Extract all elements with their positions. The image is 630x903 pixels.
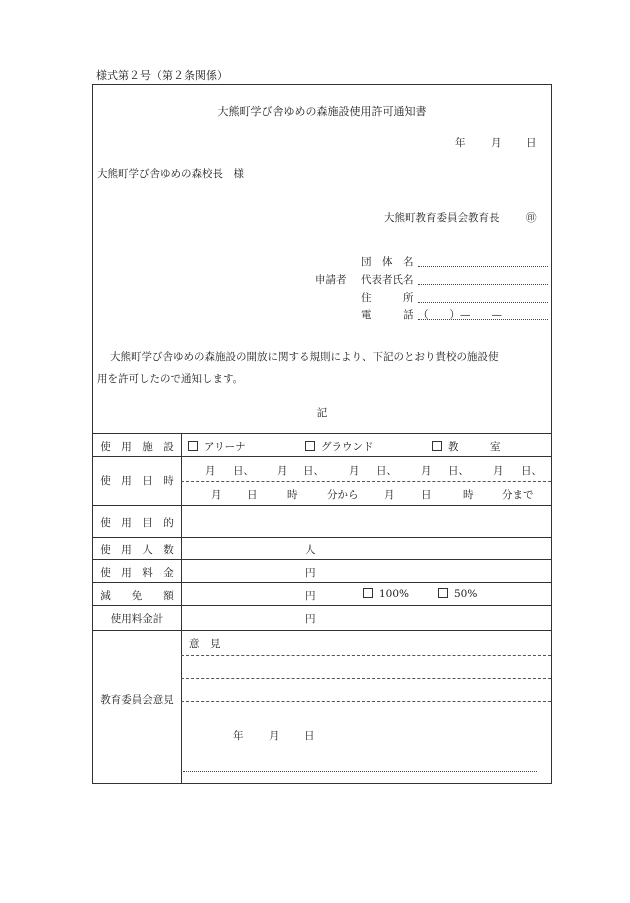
fee-unit: 円: [305, 567, 316, 579]
body-text-line1: 大熊町学び舎ゆめの森施設の開放に関する規則により、下記のとおり貴校の施設使: [110, 351, 499, 363]
datetime-label: 使 用 日 時: [100, 475, 174, 487]
phone-field[interactable]: [418, 319, 548, 320]
checkbox-icon[interactable]: [305, 441, 315, 451]
fee-label: 使 用 料 金: [100, 567, 174, 579]
facility-option-arena[interactable]: アリーナ: [188, 439, 246, 454]
checkbox-icon[interactable]: [432, 441, 442, 451]
document-title: 大熊町学び舎ゆめの森施設使用許可通知書: [217, 105, 427, 118]
opinion-date-year: 年: [233, 730, 244, 742]
date-day: 日: [526, 137, 537, 149]
opinion-label: 教育委員会意見: [100, 694, 174, 706]
purpose-label: 使 用 目 的: [100, 517, 174, 529]
discount-label: 減 免 額: [100, 590, 174, 602]
phone-label: 電 話: [361, 309, 414, 321]
org-name-field[interactable]: [418, 266, 548, 267]
facility-label: 使 用 施 設: [100, 441, 174, 453]
discount-option-100[interactable]: 100%: [363, 588, 409, 600]
address-field[interactable]: [418, 302, 548, 303]
ki-label: 記: [316, 407, 328, 419]
issuer-name: 大熊町教育委員会教育長: [384, 212, 500, 224]
signature-line[interactable]: [183, 771, 537, 772]
address-label: 住 所: [361, 292, 414, 304]
people-unit: 人: [305, 544, 316, 556]
opinion-date-month: 月: [269, 730, 280, 742]
notice-form: 大熊町学び舎ゆめの森施設使用許可通知書 年 月 日 大熊町学び舎ゆめの森校長 様 大熊町教育委員会教育長 ㊞ 申請者 団 体 名 代表者氏名 住 所 電 話 （ ）— — 大熊町学び舎ゆめの森施設の開放に関する規則により、下記のとおり貴校の施設使 用を許可したので通知します。 記 使 用 施 設 アリーナ グラウンド 教 室 使 用 日 時 月 日、 月 日、 月 日、 月 日、 月 日、 月 日 時 分から 月 日 時 分まで 使 用 目 的 使 用 人 数 人 使 用 料 金 円 減 免 額 円 100% 50% 使用料金計 円 教育委員会意見 意 見 年 月 日: [92, 84, 552, 784]
facility-option-ground[interactable]: グラウンド: [305, 439, 374, 454]
checkbox-icon[interactable]: [363, 588, 373, 598]
phone-format: （ ）— —: [418, 309, 502, 321]
representative-label: 代表者氏名: [361, 274, 414, 286]
total-unit: 円: [305, 613, 316, 625]
org-name-label: 団 体 名: [361, 256, 414, 268]
seal-mark: ㊞: [526, 212, 537, 224]
form-number-label: 様式第２号（第２条関係）: [96, 69, 228, 82]
checkbox-icon[interactable]: [188, 441, 198, 451]
representative-field[interactable]: [418, 284, 548, 285]
total-label: 使用料金計: [110, 613, 164, 625]
people-label: 使 用 人 数: [100, 544, 174, 556]
body-text-line2: 用を許可したので通知します。: [97, 373, 244, 385]
table-column-divider: [181, 433, 182, 783]
discount-option-50[interactable]: 50%: [438, 588, 477, 600]
opinion-heading: 意 見: [189, 638, 221, 650]
applicant-label: 申請者: [315, 274, 347, 286]
addressee: 大熊町学び舎ゆめの森校長 様: [97, 168, 244, 180]
checkbox-icon[interactable]: [438, 588, 448, 598]
opinion-date-day: 日: [304, 730, 315, 742]
discount-unit: 円: [305, 590, 316, 602]
date-month: 月: [491, 137, 502, 149]
facility-option-classroom[interactable]: 教 室: [432, 439, 501, 454]
date-year: 年: [455, 137, 466, 149]
